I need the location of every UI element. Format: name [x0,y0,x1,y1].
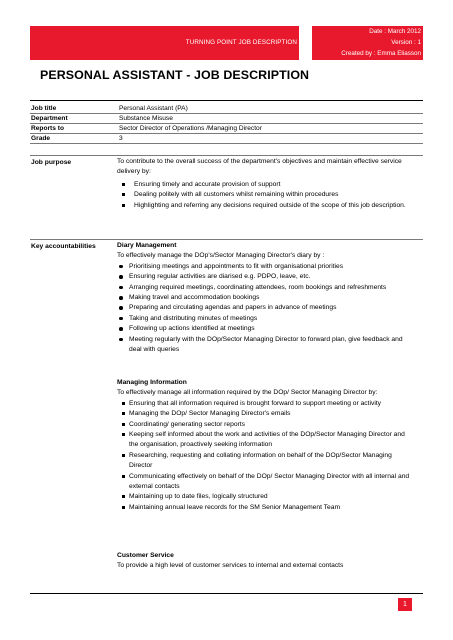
list-item: Meeting regularly with the DOp/Sector Managing Director to forward plan, give feedback and deal with queries [117,335,413,356]
table-row [30,114,423,124]
table-row [30,104,423,114]
header-version: Version : 1 [391,39,421,46]
list-item: Taking and distributing minutes of meetings [117,314,413,324]
job-purpose-list [117,180,413,211]
page-number: 1 [398,598,412,611]
footer-rule [30,593,423,594]
info-intro: To effectively manage all information required by the DOp/ Sector Managing Director by: [117,389,378,397]
diary-list [117,262,413,356]
customer-service-section [117,551,413,572]
header-created-by: Created by : Emma Eliasson [341,50,421,57]
header-band-label: TURNING POINT JOB DESCRIPTION [185,39,297,46]
info-label: Grade [30,134,117,144]
list-item: Highlighting and referring any decisions required outside of the scope of this job description. [117,201,413,211]
header-band [30,26,299,60]
title-rule [30,100,423,101]
info-value: Personal Assistant (PA) [117,104,423,114]
list-item: Ensuring that all information required is brought forward to support meeting or activity [117,399,413,409]
info-label: Reports to [30,124,117,134]
list-item: Preparing and circulating agendas and papers in advance of meetings [117,303,413,313]
list-item: Prioritising meetings and appointments to fit with organisational priorities [117,262,413,272]
customer-intro: To provide a high level of customer services to internal and external contacts [117,562,344,570]
info-label: Job title [30,104,117,114]
header-date: Date : March 2012 [369,28,421,35]
list-item: Ensuring regular activities are diarised e.g. PDPO, leave, etc. [117,272,413,282]
job-purpose-section [117,157,413,211]
job-purpose-intro: To contribute to the overall success of the department's objectives and maintain effective service delivery by: [117,158,402,176]
section-divider [30,239,423,240]
diary-heading: Diary Management [117,242,177,249]
table-row [30,124,423,134]
list-item: Coordinating/ generating sector reports [117,420,413,430]
managing-information-section [117,378,413,513]
list-item: Keeping self informed about the work and activities of the DOp/Sector Managing Director and the organisation, proactively seeking information [117,430,413,451]
list-item: Making travel and accommodation bookings [117,293,413,303]
diary-management-section [117,241,413,355]
section-divider [30,155,423,156]
list-item: Researching, requesting and collating information on behalf of the DOp/Sector Managing Director [117,451,413,472]
info-list [117,399,413,513]
info-value: 3 [117,134,423,144]
key-accountabilities-label: Key accountabilities [31,243,96,250]
list-item: Dealing politely with all customers whilst remaining within procedures [117,190,413,200]
list-item: Maintaining annual leave records for the SM Senior Management Team [117,503,413,513]
list-item: Maintaining up to date files, logically structured [117,492,413,502]
list-item: Communicating effectively on behalf of the DOp/ Sector Managing Director with all internal and external contacts [117,472,413,493]
page-title: PERSONAL ASSISTANT - JOB DESCRIPTION [40,68,310,82]
job-purpose-label: Job purpose [31,159,72,166]
list-item: Managing the DOp/ Sector Managing Director's emails [117,409,413,419]
info-value: Sector Director of Operations /Managing Director [117,124,423,134]
list-item: Following up actions identified at meetings [117,324,413,334]
table-row [30,134,423,144]
diary-intro: To effectively manage the DOp's/Sector Managing Director's diary by : [117,252,325,260]
list-item: Arranging required meetings, coordinating attendees, room bookings and refreshments [117,283,413,293]
info-label: Department [30,114,117,124]
info-value: Substance Misuse [117,114,423,124]
customer-heading: Customer Service [117,552,174,559]
info-heading: Managing Information [117,379,187,386]
header-meta [312,26,423,60]
list-item: Ensuring timely and accurate provision of support [117,180,413,190]
job-info-table [30,104,423,144]
